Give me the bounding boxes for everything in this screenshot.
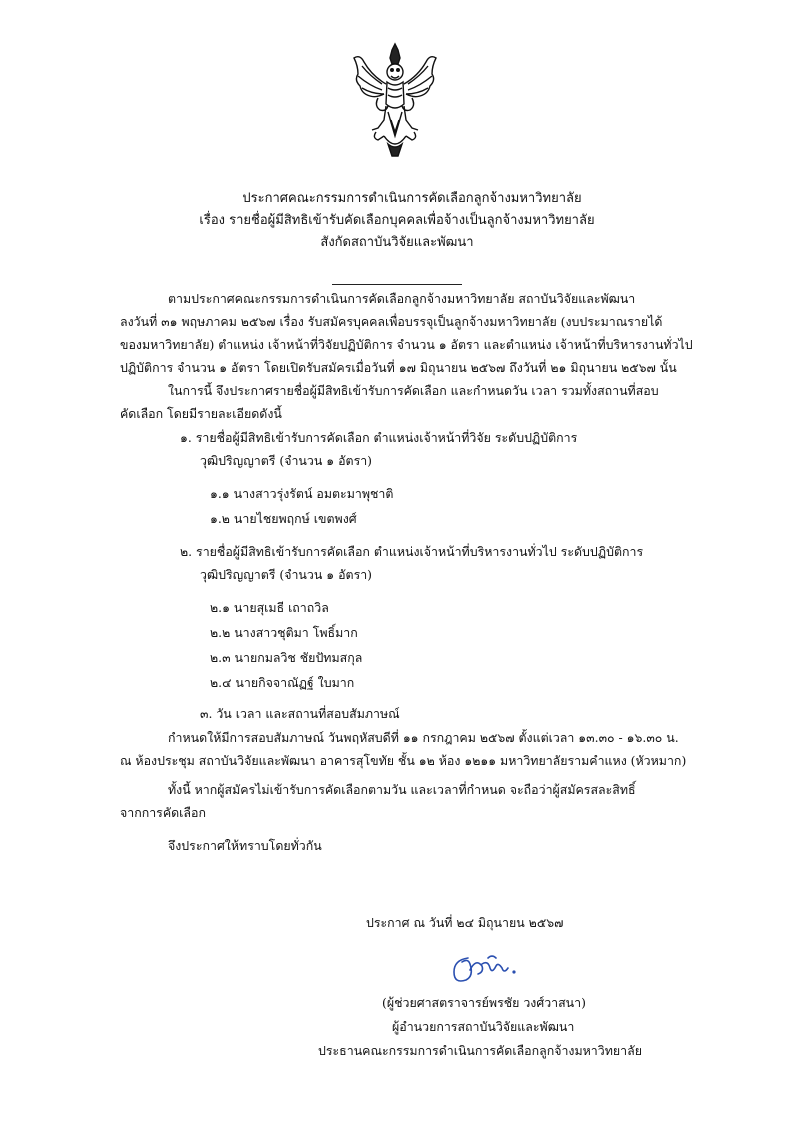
section2-name: ๒.๓ นายกมลวิช ชัยปัทมสกุล [210, 650, 363, 665]
garuda-emblem-icon [348, 40, 442, 160]
section2-name: ๒.๑ นายสุเมธี เถาถวิล [210, 600, 329, 615]
section2-name: ๒.๒ นางสาวชุติมา โพธิ์มาก [210, 625, 358, 640]
signer-position: ผู้อำนวยการสถาบันวิจัยและพัฒนา [392, 1019, 575, 1034]
section1-name: ๑.๑ นางสาวรุ่งรัตน์ อมตะมาพุชาติ [210, 486, 394, 501]
signer-name: (ผู้ช่วยศาสตราจารย์พรชัย วงศ์วาสนา) [382, 995, 586, 1010]
intro-line: ลงวันที่ ๓๑ พฤษภาคม ๒๕๖๗ เรื่อง รับสมัครบุคคลเพื่อบรรจุเป็นลูกจ้างมหาวิทยาลัย (งบประมาณรายได้ [120, 314, 663, 329]
section1-heading: ๑. รายชื่อผู้มีสิทธิเข้ารับการคัดเลือก ตำแหน่งเจ้าหน้าที่วิจัย ระดับปฏิบัติการ [180, 430, 578, 445]
title-line-3: สังกัดสถาบันวิจัยและพัฒนา [320, 235, 474, 250]
signer-committee-role: ประธานคณะกรรมการดำเนินการคัดเลือกลูกจ้างมหาวิทยาลัย [318, 1043, 642, 1058]
schedule-line: กำหนดให้มีการสอบสัมภาษณ์ วันพฤหัสบดีที่ ๑๑ กรกฎาคม ๒๕๖๗ ตั้งแต่เวลา ๑๓.๓๐ - ๑๖.๓๐ น. [168, 730, 679, 745]
section2-heading: ๒. รายชื่อผู้มีสิทธิเข้ารับการคัดเลือก ตำแหน่งเจ้าหน้าที่บริหารงานทั่วไป ระดับปฏิบัติการ [180, 544, 644, 559]
section1-sub: วุฒิปริญญาตรี (จำนวน ๑ อัตรา) [200, 453, 373, 468]
note-line: จากการคัดเลือก [120, 805, 206, 820]
intro-line: ตามประกาศคณะกรรมการดำเนินการคัดเลือกลูกจ้างมหาวิทยาลัย สถาบันวิจัยและพัฒนา [168, 291, 636, 306]
note-line: ทั้งนี้ หากผู้สมัครไม่เข้ารับการคัดเลือกตามวัน และเวลาที่กำหนด จะถือว่าผู้สมัครสละสิทธิ์ [168, 782, 636, 797]
intro-line: ของมหาวิทยาลัย) ตำแหน่ง เจ้าหน้าที่วิจัยปฏิบัติการ จำนวน ๑ อัตรา และตำแหน่ง เจ้าหน้าที่บริหารงานทั่วไป [120, 337, 693, 352]
title-divider [332, 284, 462, 285]
handwritten-signature-icon [448, 950, 520, 990]
section1-name: ๑.๒ นายไชยพฤกษ์ เขตพงศ์ [210, 511, 357, 526]
announcement-date: ประกาศ ณ วันที่ ๒๔ มิถุนายน ๒๕๖๗ [366, 915, 564, 930]
title-line-2: เรื่อง รายชื่อผู้มีสิทธิเข้ารับคัดเลือกบุคคลเพื่อจ้างเป็นลูกจ้างมหาวิทยาลัย [199, 213, 595, 228]
title-line-1: ประกาศคณะกรรมการดำเนินการคัดเลือกลูกจ้างมหาวิทยาลัย [242, 191, 582, 206]
intro-line: ปฏิบัติการ จำนวน ๑ อัตรา โดยเปิดรับสมัครเมื่อวันที่ ๑๗ มิถุนายน ๒๕๖๗ ถึงวันที่ ๒๑ มิถุนายน ๒๕๖๗ นั้น [120, 360, 677, 375]
section3-heading: ๓. วัน เวลา และสถานที่สอบสัมภาษณ์ [200, 706, 400, 721]
section2-sub: วุฒิปริญญาตรี (จำนวน ๑ อัตรา) [200, 567, 373, 582]
announce-line: คัดเลือก โดยมีรายละเอียดดังนี้ [120, 406, 282, 421]
closing-line: จึงประกาศให้ทราบโดยทั่วกัน [168, 838, 322, 853]
venue-line: ณ ห้องประชุม สถาบันวิจัยและพัฒนา อาคารสุโขทัย ชั้น ๑๒ ห้อง ๑๒๑๑ มหาวิทยาลัยรามคำแหง (หัวหมาก) [120, 753, 687, 768]
announcement-title [0, 188, 794, 254]
section2-name: ๒.๔ นายกิจจาณัฏฐ์ ใบมาก [210, 675, 355, 690]
announce-line: ในการนี้ จึงประกาศรายชื่อผู้มีสิทธิเข้ารับการคัดเลือก และกำหนดวัน เวลา รวมทั้งสถานที่สอบ [168, 383, 659, 398]
